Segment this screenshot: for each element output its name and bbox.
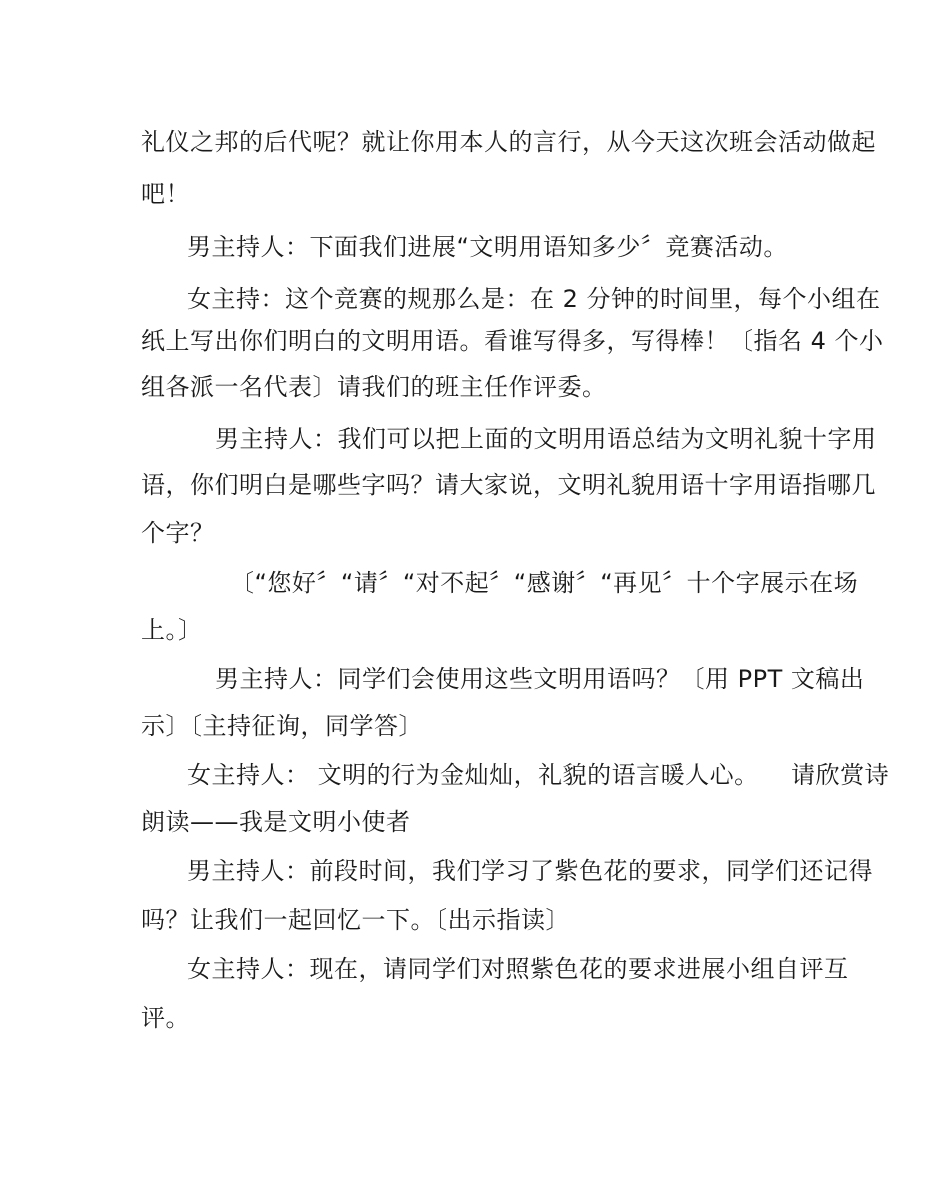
text-line: 上。〕	[141, 616, 203, 644]
text-line: 评。	[141, 1004, 190, 1032]
text-line: 女主持人： 文明的行为金灿灿，礼貌的语言暖人心。 请欣赏诗	[187, 761, 890, 789]
text-line: 礼仪之邦的后代呢？就让你用本人的言行，从今天这次班会活动做起	[141, 128, 876, 156]
text-line: 男主持人：我们可以把上面的文明用语总结为文明礼貌十字用	[215, 425, 877, 453]
text-line: 吧！	[141, 180, 190, 208]
text-line: 男主持人：下面我们进展“文明用语知多少〞竞赛活动。	[187, 233, 788, 261]
text-line: 朗读——我是文明小使者	[141, 808, 411, 836]
text-line: 男主持人：同学们会使用这些文明用语吗？〔用 PPT 文稿出	[215, 665, 865, 693]
text-line: 男主持人：前段时间，我们学习了紫色花的要求，同学们还记得	[187, 857, 873, 885]
text-line: 纸上写出你们明白的文明用语。看谁写得多，写得棒！〔指名 4 个小	[141, 327, 884, 355]
text-line: 示〕〔主持征询，同学答〕	[141, 712, 423, 740]
text-line: 个字？	[141, 519, 215, 547]
text-line: 〔“您好〞“请〞“对不起〞“感谢〞“再见〞十个字展示在场	[230, 569, 859, 597]
text-line: 语，你们明白是哪些字吗？请大家说，文明礼貌用语十字用语指哪几	[141, 471, 876, 499]
text-line: 女主持人：现在，请同学们对照紫色花的要求进展小组自评互	[187, 955, 849, 983]
text-line: 吗？让我们一起回忆一下。〔出示指读〕	[141, 906, 570, 934]
text-line: 女主持：这个竞赛的规那么是：在 2 分钟的时间里，每个小组在	[187, 285, 881, 313]
text-line: 组各派一名代表〕请我们的班主任作评委。	[141, 373, 607, 401]
